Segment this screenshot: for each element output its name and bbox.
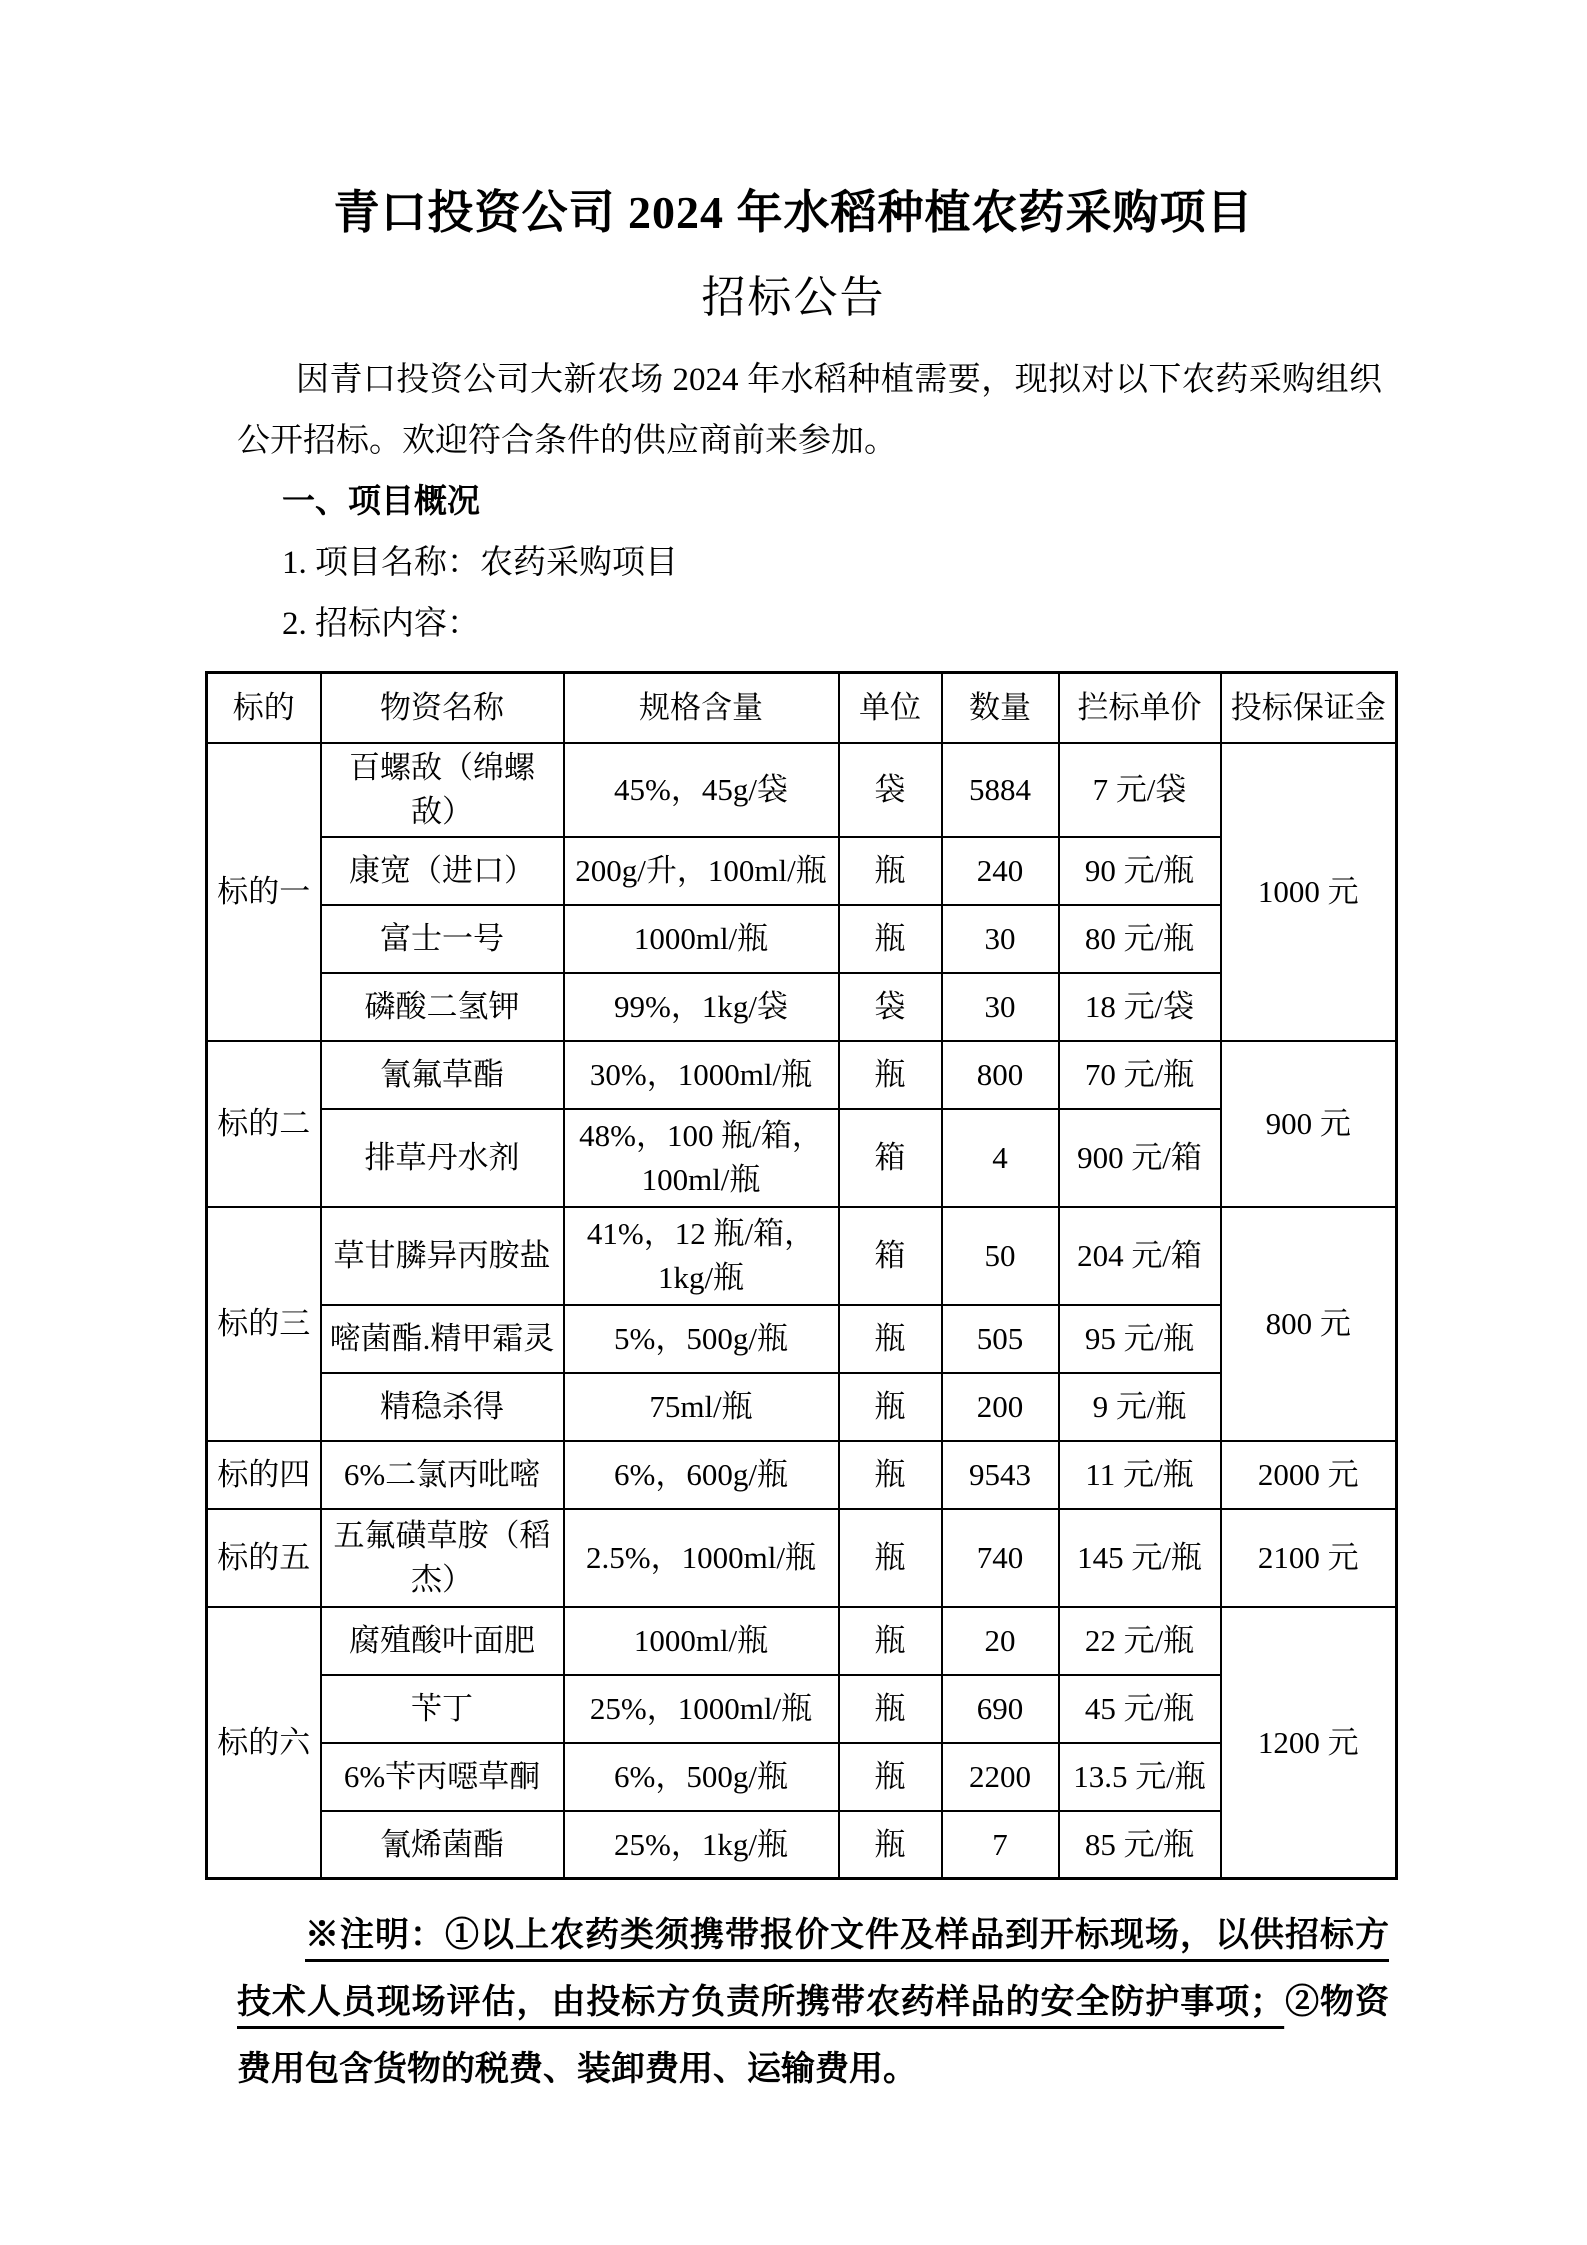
price-cell: 13.5 元/瓶 xyxy=(1059,1743,1221,1811)
intro-paragraph: 因青口投资公司大新农场 2024 年水稻种植需要，现拟对以下农药采购组织公开招标。欢迎符合条件的供应商前来参加。 xyxy=(237,362,1382,460)
unit-cell: 瓶 xyxy=(839,1607,942,1675)
note-underlined-text: ※注明：①以上农药类须携带报价文件及样品到开标现场，以供招标方技术人员现场评估，由投标方负责所携带农药样品的安全防护事项； xyxy=(237,1917,1389,2022)
spec-cell: 1000ml/瓶 xyxy=(564,905,839,973)
quantity-cell: 50 xyxy=(942,1207,1059,1305)
lot-label-cell: 标的四 xyxy=(207,1441,321,1509)
table-row xyxy=(207,905,1397,973)
table-row xyxy=(207,837,1397,905)
table-row xyxy=(207,1607,1397,1675)
table-row xyxy=(207,973,1397,1041)
table-row xyxy=(207,1509,1397,1607)
spec-cell: 1000ml/瓶 xyxy=(564,1607,839,1675)
table-wrapper xyxy=(205,671,1587,1880)
table-row xyxy=(207,1041,1397,1109)
lot-label-cell: 标的三 xyxy=(207,1207,321,1441)
unit-cell: 箱 xyxy=(839,1109,942,1207)
item-project-name: 1. 项目名称：农药采购项目 xyxy=(282,545,678,582)
unit-cell: 瓶 xyxy=(839,1305,942,1373)
procurement-table xyxy=(205,671,1398,1880)
spec-cell: 75ml/瓶 xyxy=(564,1373,839,1441)
unit-cell: 袋 xyxy=(839,973,942,1041)
table-row xyxy=(207,1305,1397,1373)
price-cell: 70 元/瓶 xyxy=(1059,1041,1221,1109)
material-name-cell: 腐殖酸叶面肥 xyxy=(321,1607,564,1675)
page-subtitle: 招标公告 xyxy=(701,272,886,322)
quantity-cell: 30 xyxy=(942,973,1059,1041)
quantity-cell: 5884 xyxy=(942,743,1059,837)
table-row xyxy=(207,743,1397,837)
price-cell: 80 元/瓶 xyxy=(1059,905,1221,973)
unit-cell: 瓶 xyxy=(839,1373,942,1441)
spec-cell: 6%，500g/瓶 xyxy=(564,1743,839,1811)
price-cell: 11 元/瓶 xyxy=(1059,1441,1221,1509)
quantity-cell: 7 xyxy=(942,1811,1059,1879)
spec-cell: 200g/升，100ml/瓶 xyxy=(564,837,839,905)
unit-cell: 瓶 xyxy=(839,1509,942,1607)
unit-cell: 袋 xyxy=(839,743,942,837)
material-name-cell: 精稳杀得 xyxy=(321,1373,564,1441)
price-cell: 85 元/瓶 xyxy=(1059,1811,1221,1879)
spec-cell: 25%，1kg/瓶 xyxy=(564,1811,839,1879)
column-header-spec: 规格含量 xyxy=(564,673,839,743)
deposit-cell: 2100 元 xyxy=(1221,1509,1397,1607)
material-name-cell: 氰烯菌酯 xyxy=(321,1811,564,1879)
deposit-cell: 1000 元 xyxy=(1221,743,1397,1041)
table-row xyxy=(207,1675,1397,1743)
quantity-cell: 800 xyxy=(942,1041,1059,1109)
unit-cell: 瓶 xyxy=(839,1743,942,1811)
quantity-cell: 240 xyxy=(942,837,1059,905)
lot-label-cell: 标的二 xyxy=(207,1041,321,1207)
lot-label-cell: 标的一 xyxy=(207,743,321,1041)
spec-cell: 30%，1000ml/瓶 xyxy=(564,1041,839,1109)
price-cell: 95 元/瓶 xyxy=(1059,1305,1221,1373)
quantity-cell: 9543 xyxy=(942,1441,1059,1509)
table-row xyxy=(207,1441,1397,1509)
material-name-cell: 苄丁 xyxy=(321,1675,564,1743)
material-name-cell: 6%苄丙噁草酮 xyxy=(321,1743,564,1811)
deposit-cell: 1200 元 xyxy=(1221,1607,1397,1879)
spec-cell: 48%，100 瓶/箱，100ml/瓶 xyxy=(564,1109,839,1207)
material-name-cell: 百螺敌（绵螺敌） xyxy=(321,743,564,837)
quantity-cell: 505 xyxy=(942,1305,1059,1373)
material-name-cell: 富士一号 xyxy=(321,905,564,973)
quantity-cell: 740 xyxy=(942,1509,1059,1607)
quantity-cell: 30 xyxy=(942,905,1059,973)
unit-cell: 瓶 xyxy=(839,1041,942,1109)
material-name-cell: 嘧菌酯.精甲霜灵 xyxy=(321,1305,564,1373)
material-name-cell: 磷酸二氢钾 xyxy=(321,973,564,1041)
price-cell: 22 元/瓶 xyxy=(1059,1607,1221,1675)
price-cell: 9 元/瓶 xyxy=(1059,1373,1221,1441)
unit-cell: 瓶 xyxy=(839,905,942,973)
unit-cell: 瓶 xyxy=(839,837,942,905)
deposit-cell: 900 元 xyxy=(1221,1041,1397,1207)
column-header-quantity: 数量 xyxy=(942,673,1059,743)
quantity-cell: 200 xyxy=(942,1373,1059,1441)
column-header-unit: 单位 xyxy=(839,673,942,743)
item-bid-content: 2. 招标内容： xyxy=(282,606,480,643)
material-name-cell: 氰氟草酯 xyxy=(321,1041,564,1109)
column-header-deposit: 投标保证金 xyxy=(1221,673,1397,743)
material-name-cell: 五氟磺草胺（稻杰） xyxy=(321,1509,564,1607)
spec-cell: 41%，12 瓶/箱，1kg/瓶 xyxy=(564,1207,839,1305)
spec-cell: 25%，1000ml/瓶 xyxy=(564,1675,839,1743)
material-name-cell: 6%二氯丙吡嘧 xyxy=(321,1441,564,1509)
header-row xyxy=(207,673,1397,743)
page-title: 青口投资公司 2024 年水稻种植农药采购项目 xyxy=(333,187,1254,238)
material-name-cell: 草甘膦异丙胺盐 xyxy=(321,1207,564,1305)
table-row xyxy=(207,1109,1397,1207)
table-row xyxy=(207,1743,1397,1811)
price-cell: 45 元/瓶 xyxy=(1059,1675,1221,1743)
column-header-lot: 标的 xyxy=(207,673,321,743)
material-name-cell: 康宽（进口） xyxy=(321,837,564,905)
price-cell: 900 元/箱 xyxy=(1059,1109,1221,1207)
spec-cell: 45%，45g/袋 xyxy=(564,743,839,837)
table-row xyxy=(207,1373,1397,1441)
column-header-material: 物资名称 xyxy=(321,673,564,743)
quantity-cell: 4 xyxy=(942,1109,1059,1207)
price-cell: 204 元/箱 xyxy=(1059,1207,1221,1305)
column-header-price: 拦标单价 xyxy=(1059,673,1221,743)
note-paragraph xyxy=(0,1902,1587,2103)
unit-cell: 瓶 xyxy=(839,1811,942,1879)
lot-label-cell: 标的五 xyxy=(207,1509,321,1607)
spec-cell: 5%，500g/瓶 xyxy=(564,1305,839,1373)
price-cell: 18 元/袋 xyxy=(1059,973,1221,1041)
deposit-cell: 800 元 xyxy=(1221,1207,1397,1441)
quantity-cell: 690 xyxy=(942,1675,1059,1743)
price-cell: 7 元/袋 xyxy=(1059,743,1221,837)
table-row xyxy=(207,1811,1397,1879)
spec-cell: 2.5%，1000ml/瓶 xyxy=(564,1509,839,1607)
body-text xyxy=(0,350,1587,655)
material-name-cell: 排草丹水剂 xyxy=(321,1109,564,1207)
lot-label-cell: 标的六 xyxy=(207,1607,321,1879)
quantity-cell: 2200 xyxy=(942,1743,1059,1811)
table-row xyxy=(207,1207,1397,1305)
spec-cell: 99%，1kg/袋 xyxy=(564,973,839,1041)
note-plain-text: ②物资费用包含货物的税费、装卸费用、运输费用。 xyxy=(237,1984,1389,2089)
price-cell: 90 元/瓶 xyxy=(1059,837,1221,905)
unit-cell: 箱 xyxy=(839,1207,942,1305)
price-cell: 145 元/瓶 xyxy=(1059,1509,1221,1607)
deposit-cell: 2000 元 xyxy=(1221,1441,1397,1509)
section-heading: 一、项目概况 xyxy=(282,484,480,521)
spec-cell: 6%，600g/瓶 xyxy=(564,1441,839,1509)
quantity-cell: 20 xyxy=(942,1607,1059,1675)
unit-cell: 瓶 xyxy=(839,1441,942,1509)
unit-cell: 瓶 xyxy=(839,1675,942,1743)
